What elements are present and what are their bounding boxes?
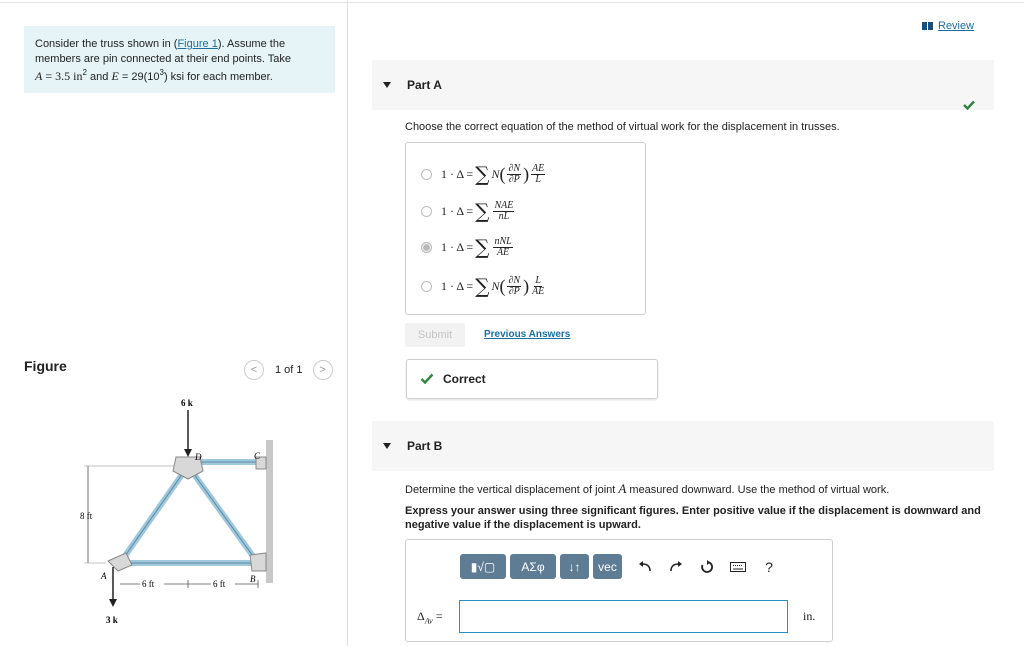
figure-heading: Figure <box>24 358 67 374</box>
sigma-symbol: ∑ <box>475 235 490 259</box>
review-link[interactable] <box>922 20 974 32</box>
undo-icon[interactable] <box>633 555 657 579</box>
answer-panel <box>405 539 833 642</box>
redo-icon[interactable] <box>664 555 688 579</box>
eq-lhs: 1 · Δ = <box>441 239 474 254</box>
load-top-label: 6 k <box>181 398 193 408</box>
problem-text: Consider the truss shown in ( <box>35 38 178 50</box>
review-label: Review <box>938 20 975 32</box>
help-icon[interactable]: ? <box>765 558 773 575</box>
eq-lhs: 1 · Δ = <box>441 203 474 218</box>
answer-input[interactable] <box>459 600 788 633</box>
templates-button[interactable]: ▮√▢ <box>460 554 506 579</box>
eq-lhs: 1 · Δ = <box>441 166 474 181</box>
keyboard-icon[interactable] <box>726 555 750 579</box>
eq-frac-den: AE <box>496 246 510 258</box>
reset-icon[interactable] <box>695 555 719 579</box>
radio-button[interactable] <box>421 206 432 217</box>
eq-dn-den: ∂P <box>508 285 520 297</box>
joint-a-label: A <box>101 571 107 581</box>
correct-check-icon <box>420 373 434 385</box>
collapse-caret-icon <box>383 443 391 449</box>
left-panel <box>0 0 347 646</box>
eq-n: N <box>491 166 500 181</box>
choice-group <box>405 142 646 315</box>
height-dim-label: 8 ft <box>80 511 93 521</box>
radio-button[interactable] <box>421 281 432 292</box>
sigma-symbol: ∑ <box>475 274 490 298</box>
gusset-b <box>250 553 266 571</box>
part-a-title: Part A <box>407 78 442 92</box>
sigma-symbol: ∑ <box>475 162 490 186</box>
eq-n: N <box>491 278 500 293</box>
collapse-caret-icon <box>383 82 391 88</box>
span-right-label: 6 ft <box>213 579 226 589</box>
part-a-complete-check-icon <box>962 98 976 112</box>
choice-option-2[interactable] <box>421 199 516 223</box>
math-toolbar <box>460 554 781 579</box>
area-symbol: A <box>35 69 43 83</box>
modulus-value: = 29(10 <box>121 71 160 83</box>
eq-lhs: 1 · Δ = <box>441 278 474 293</box>
previous-answers-link[interactable]: Previous Answers <box>484 329 571 340</box>
feedback-correct <box>406 359 658 399</box>
joint-d-label: D <box>195 452 202 462</box>
column-divider <box>347 0 348 646</box>
pager-text: 1 of 1 <box>275 364 303 376</box>
wall <box>266 440 273 583</box>
area-exponent: 2 <box>82 68 87 77</box>
eq-frac-num: nNL <box>494 235 512 247</box>
review-icon <box>922 22 933 30</box>
joint-symbol: A <box>618 481 627 496</box>
and-text: and <box>90 71 109 83</box>
problem-statement <box>24 26 335 93</box>
part-b-question-text: Determine the vertical displacement of joint <box>405 484 616 496</box>
eq-frac-den: AE <box>532 285 545 297</box>
answer-label <box>417 609 443 625</box>
answer-unit: in. <box>803 609 816 623</box>
part-b-question <box>405 481 889 497</box>
feedback-text: Correct <box>443 372 486 386</box>
submit-button[interactable]: Submit <box>405 323 465 347</box>
answer-subscript: Av <box>424 616 433 626</box>
eq-dn-num: ∂N <box>508 162 521 174</box>
part-b-instructions: Express your answer using three significant figures. Enter positive value if the displacement is downward and negative value if the displacement is upward. <box>405 505 981 531</box>
next-figure-button[interactable]: > <box>313 360 333 380</box>
choice-option-4[interactable]: 1 · Δ = ∑ N ( $\frac{\partial N}{\partial P}$ ) $\frac{L}{AE}$ <box>421 274 547 298</box>
part-b-title: Part B <box>407 439 443 453</box>
equals-sign: = <box>435 609 443 623</box>
arrows-button[interactable]: ↓↑ <box>560 554 589 579</box>
figure-link[interactable]: Figure 1 <box>177 38 218 50</box>
eq-frac-den: nL <box>498 210 510 222</box>
area-value: = 3.5 in <box>45 69 83 83</box>
eq-frac-num: NAE <box>494 199 514 211</box>
modulus-exponent: 3 <box>159 68 164 77</box>
prev-figure-button[interactable]: < <box>244 360 264 380</box>
eq-frac-num: L <box>535 274 541 286</box>
eq-frac-den: L <box>535 173 541 185</box>
modulus-tail: ) ksi for each member. <box>163 71 273 83</box>
eq-dn-num: ∂N <box>508 274 521 286</box>
part-a-question: Choose the correct equation of the method of virtual work for the displacement in trusses. <box>405 121 840 133</box>
figure-pager <box>244 360 333 380</box>
truss-figure <box>70 393 350 633</box>
problem-text-2: ). Assume the members are pin connected at their end points. Take <box>35 38 292 65</box>
sigma-symbol: ∑ <box>475 199 490 223</box>
choice-option-3[interactable] <box>421 235 515 259</box>
delta-symbol: Δ <box>417 609 425 623</box>
radio-button-selected[interactable] <box>421 242 432 253</box>
joint-c-label: C <box>254 451 261 461</box>
symbols-button[interactable]: ΑΣφ <box>510 554 556 579</box>
choice-option-1[interactable]: 1 · Δ = ∑ N ( $\frac{\partial N}{\partial P}$ ) $\frac{AE}{L}$ <box>421 162 547 186</box>
part-a-header[interactable] <box>372 60 994 110</box>
part-b-header[interactable] <box>372 421 994 471</box>
load-bottom-label: 3 k <box>106 615 118 625</box>
span-left-label: 6 ft <box>142 579 155 589</box>
vec-button[interactable]: vec <box>593 554 622 579</box>
eq-frac-num: AE <box>532 162 545 174</box>
radio-button[interactable] <box>421 169 432 180</box>
joint-b-label: B <box>250 574 256 584</box>
modulus-symbol: E <box>111 69 119 83</box>
part-b-question-text-2: measured downward. Use the method of virtual work. <box>629 484 890 496</box>
eq-dn-den: ∂P <box>508 173 520 185</box>
